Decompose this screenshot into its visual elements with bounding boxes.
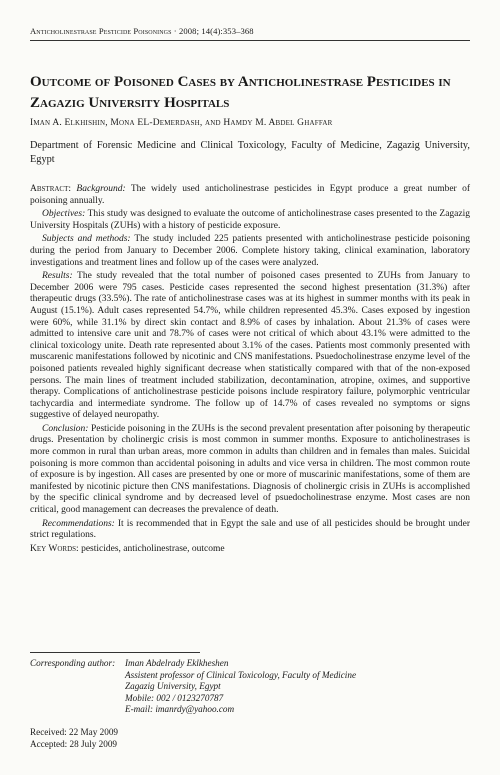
abstract-conclusion bbox=[30, 424, 470, 517]
abstract bbox=[30, 184, 470, 557]
abstract-methods bbox=[30, 234, 470, 269]
objectives-text: This study was designed to evaluate the outcome of anticholinestrase cases presented to the Zagazig University Hospitals (ZUHs) with a history of pesticide exposure. bbox=[30, 209, 470, 231]
article-dates bbox=[30, 727, 470, 750]
results-label: Results: bbox=[42, 271, 73, 282]
received-date: Received: 22 May 2009 bbox=[30, 727, 119, 737]
header-rule bbox=[30, 40, 470, 41]
corresponding-details bbox=[125, 658, 465, 716]
journal-running-title: Anticholinestrase Pesticide Poisonings bbox=[30, 26, 172, 36]
recommendations-label: Recommendations: bbox=[42, 518, 115, 529]
author-mobile: Mobile: 002 / 0123270787 bbox=[125, 692, 224, 703]
background-text: The widely used anticholinestrase pesticides in Egypt produce a great number of poisoning annually. bbox=[30, 184, 471, 206]
abstract-label: Abstract: bbox=[30, 184, 72, 194]
keywords-label: Key Words: bbox=[30, 543, 79, 554]
article-affiliation: Department of Forensic Medicine and Clinical Toxicology, Faculty of Medicine, Zagazig University, Egypt bbox=[30, 140, 470, 165]
abstract-recommendations bbox=[30, 519, 470, 542]
footnote-rule bbox=[30, 652, 200, 653]
article-authors: Iman A. Elkhishin, Mona EL-Demerdash, and Hamdy M. Abdel Ghaffar bbox=[30, 118, 333, 128]
methods-text: The study included 225 patients presented with anticholinestrase pesticide poisoning during the period from January to December 2006. Complete history taking, clinical examination, laboratory investigations and treatment lines and follow up of the cases were analyzed. bbox=[30, 234, 470, 268]
article-title: Outcome of Poisoned Cases by Anticholinestrase Pesticides in Zagazig University Hospitals bbox=[30, 74, 451, 111]
running-header bbox=[30, 26, 475, 36]
author-email: E-mail: imanrdy@yahoo.com bbox=[125, 704, 235, 714]
results-text: The study revealed that the total number of poisoned cases presented to ZUHs from January to December 2006 were 795 cases. Pesticide cases represented the second highest presentation (31.3%) after therapeutic drugs (33.5%). The rate of anticholinestrase cases was at its highest in summer months with its peak in August (15.1%). Adult cases represented 54.7%, while children represented 45.3%. Cases exposed by ingestion were 60%, while 31.1% by direct skin contact and 8.9% of cases by inhalation. About 21.3% of cases were admitted to intensive care unit and 78.7% of cases were not critical of which about 43.1% were admitted to the clinical toxicology unite. Death rate represented about 3.1% of the cases. Patients most commonly presented with muscarenic manifestations followed by nicotinic and CNS manifestations. Psuedocholinestrase enzyme level of the poisoned patients revealed highly significant decrease when statistically compared with that of the non-exposed persons. The main lines of treatment included stabilization, decontamination, atropine, oximes, and supportive therapy. Complications of anticholinestrase pesticide poisons include respiratory failure, polymorphic ventricular tachycardia and intermediate syndrome. The follow up of 14.7% of cases revealed no symptoms or signs suggestive of delayed neuropathy. bbox=[30, 271, 470, 421]
author-institution: Zagazig University, Egypt bbox=[125, 681, 221, 691]
keywords bbox=[30, 544, 470, 556]
recommendations-text: It is recommended that in Egypt the sale and use of all pesticides should be brought under strict regulations. bbox=[30, 518, 470, 541]
abstract-background bbox=[30, 184, 470, 207]
author-name: Iman Abdelrady Eklkheshen bbox=[125, 658, 229, 668]
background-label: Background: bbox=[76, 184, 126, 194]
accepted-date: Accepted: 28 July 2009 bbox=[30, 738, 118, 749]
keywords-text: pesticides, anticholinestrase, outcome bbox=[81, 543, 225, 554]
abstract-results bbox=[30, 271, 470, 422]
journal-citation: · 2008; 14(4):353–368 bbox=[171, 26, 254, 36]
author-position: Assistent professor of Clinical Toxicology, Faculty of Medicine bbox=[125, 669, 357, 680]
conclusion-label: Conclusion: bbox=[42, 423, 89, 434]
conclusion-text: Pesticide poisoning in the ZUHs is the second prevalent presentation after poisoning by therapeutic drugs. Presentation by cholinergic crisis is most common in summer months. Exposure to anticholinestrases is more common in rural than urban areas, more common in adults than children and in females than males. Suicidal poisoning is more common than accidental poisoning in adults and vice versa in children. The most common route of exposure is by ingestion. All cases are presented by one or more of muscarinic manifestations, some of them are manifested by nicotinic picture then CNS manifestations. Diagnosis of cholinergic crisis in ZUHs is accomplished by the specific clinical syndrome and by decreased level of psuedocholinestrase enzyme. Most cases are non critical, good management can decreases the prevalence of death. bbox=[30, 423, 470, 516]
corresponding-label: Corresponding author: bbox=[30, 658, 116, 668]
methods-label: Subjects and methods: bbox=[42, 234, 131, 245]
corresponding-author bbox=[30, 658, 470, 716]
objectives-label: Objectives: bbox=[42, 209, 86, 220]
abstract-objectives bbox=[30, 209, 470, 232]
